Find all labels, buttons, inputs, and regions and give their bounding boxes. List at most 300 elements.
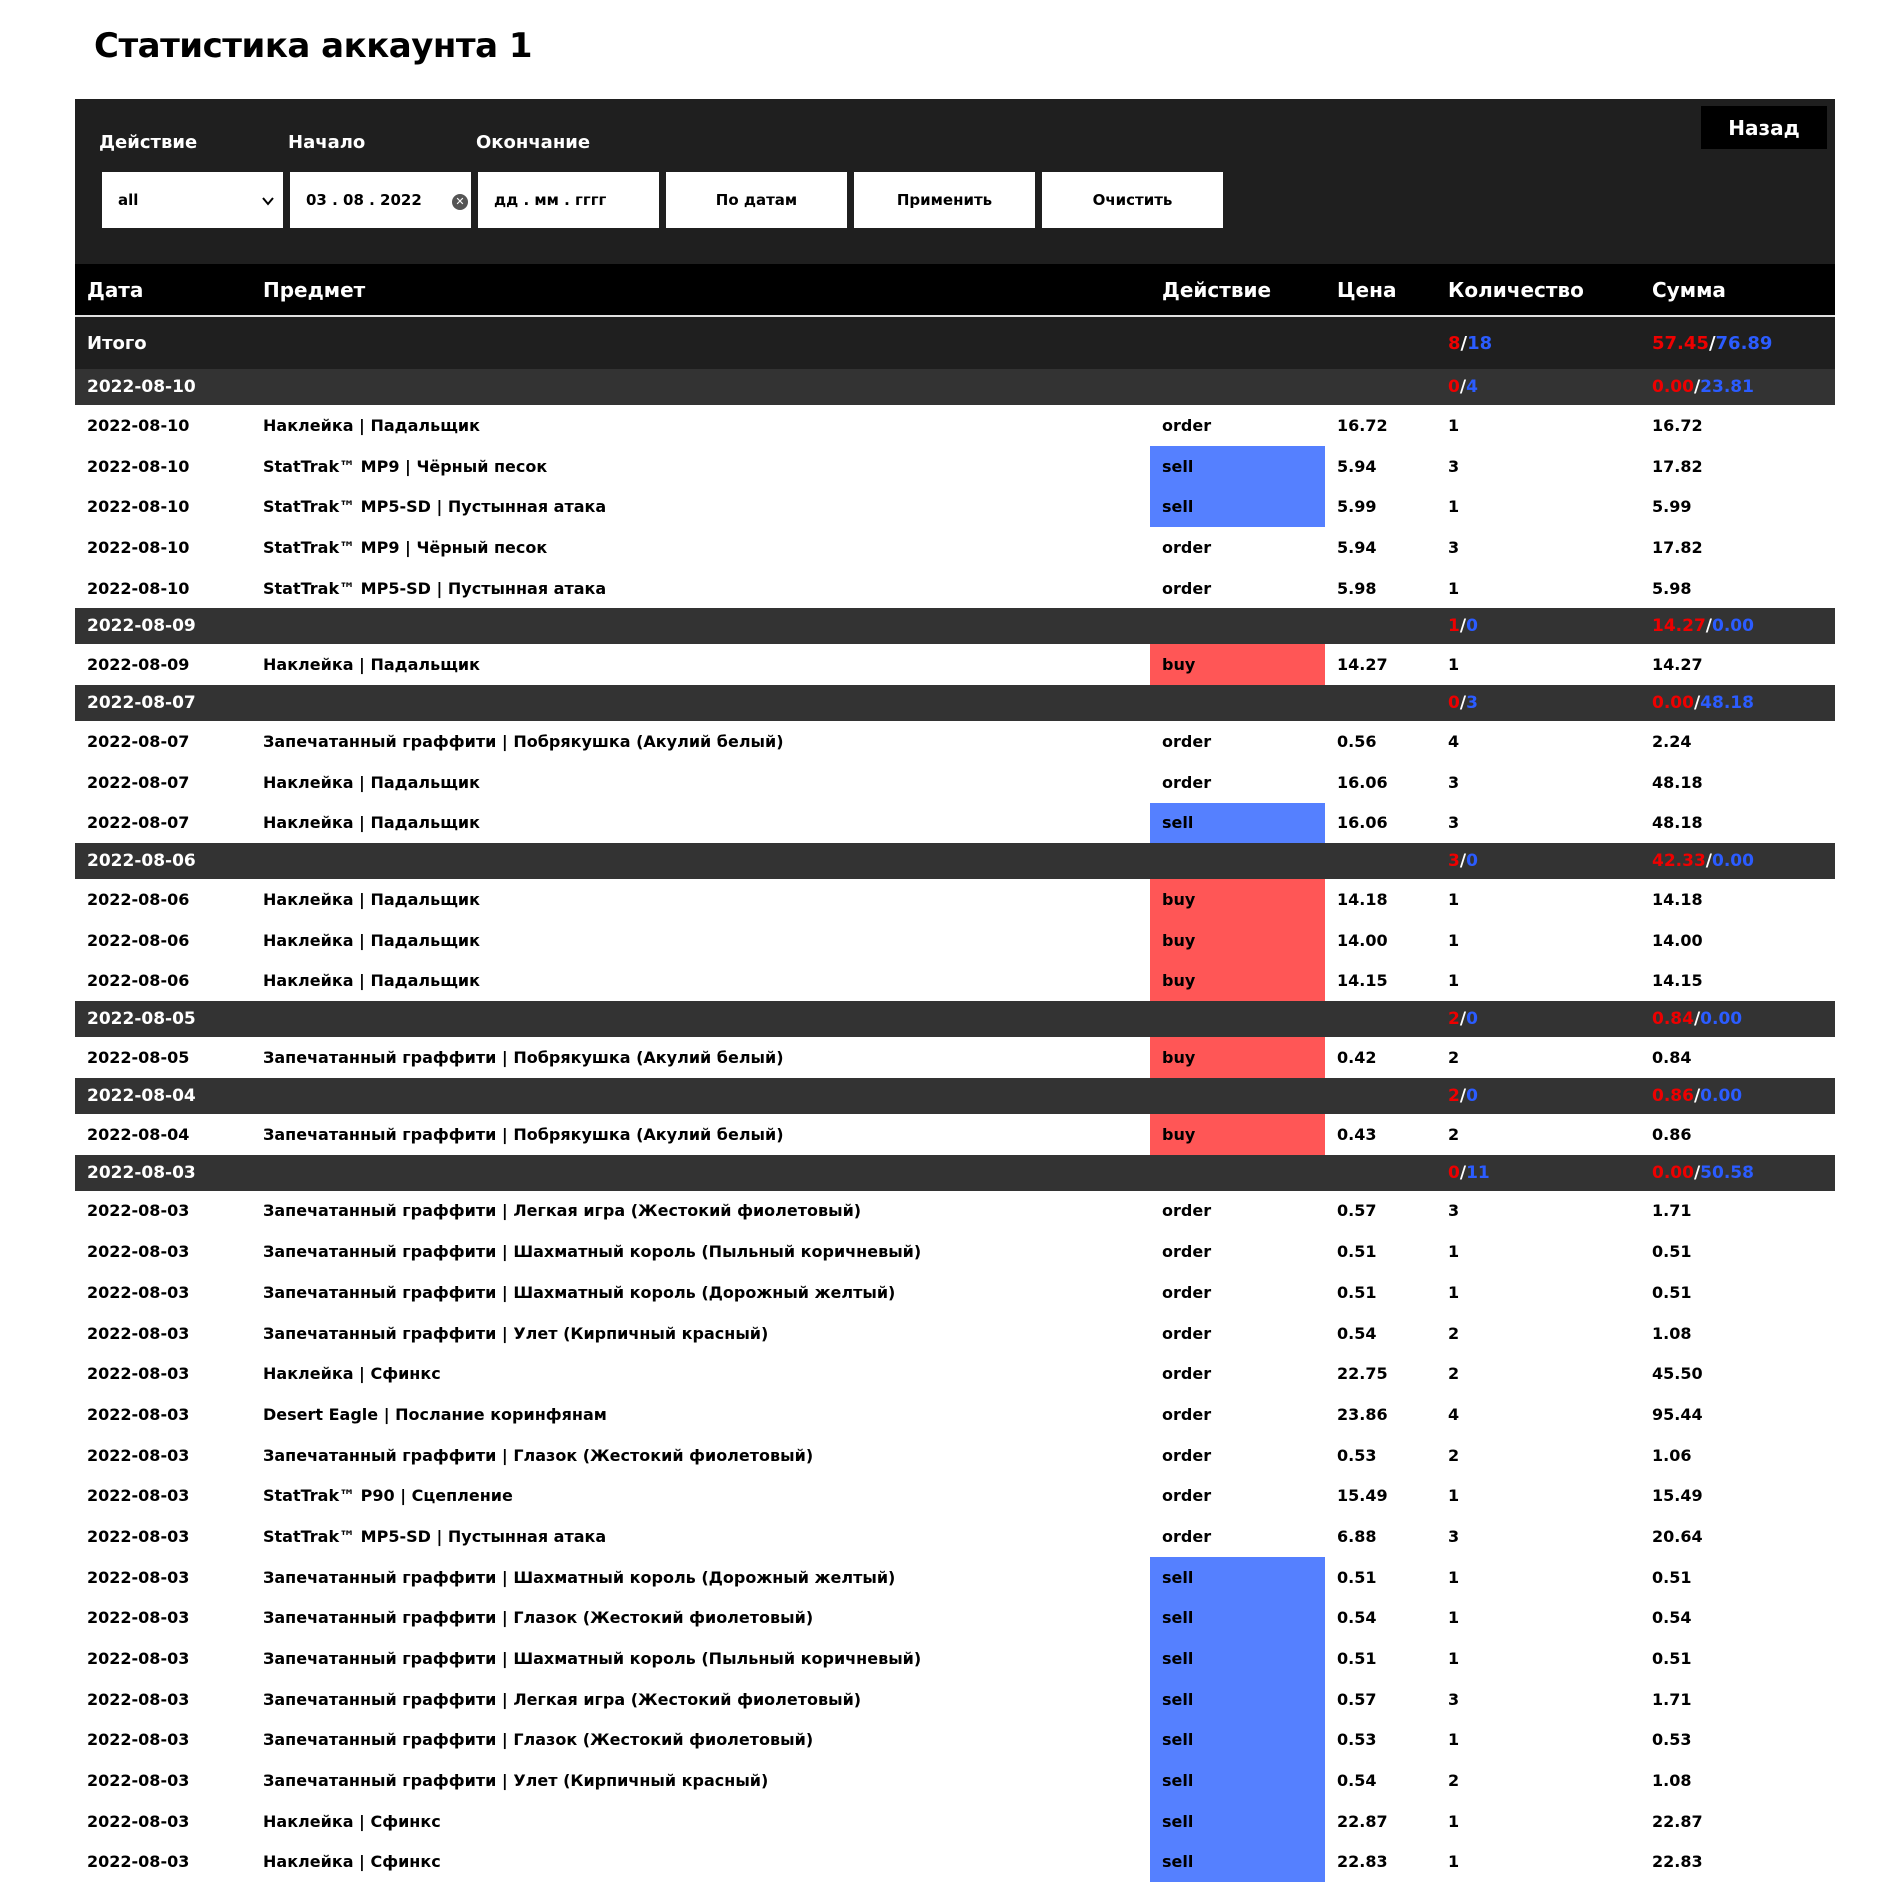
row-date: 2022-08-05 xyxy=(87,1048,190,1068)
row-quantity: 1 xyxy=(1448,497,1460,517)
group-sum-buy: 0.84 xyxy=(1652,1009,1694,1030)
table-row[interactable] xyxy=(75,1598,1835,1639)
row-action: sell xyxy=(1150,1638,1325,1679)
start-date-value: 03 . 08 . 2022 xyxy=(306,191,422,209)
group-sum-buy: 0.86 xyxy=(1652,1085,1694,1106)
row-date: 2022-08-03 xyxy=(87,1364,190,1384)
group-sum: 0.84 / 0.00 xyxy=(1652,1009,1743,1030)
row-item: StatTrak™ MP9 | Чёрный песок xyxy=(263,456,548,476)
table-row[interactable] xyxy=(75,721,1835,762)
row-quantity: 1 xyxy=(1448,1649,1460,1669)
row-date: 2022-08-06 xyxy=(87,890,190,910)
row-price: 16.72 xyxy=(1337,415,1388,435)
row-item: Запечатанный граффити | Легкая игра (Жестокий фиолетовый) xyxy=(263,1689,862,1709)
row-price: 22.83 xyxy=(1337,1852,1388,1872)
row-date: 2022-08-03 xyxy=(87,1486,190,1506)
group-sum-sell: 50.58 xyxy=(1700,1162,1754,1183)
group-qty-sell: 0 xyxy=(1466,616,1478,637)
row-quantity: 1 xyxy=(1448,1730,1460,1750)
group-sum: 42.33 / 0.00 xyxy=(1652,851,1754,872)
group-price-cell xyxy=(1325,1001,1436,1037)
row-quantity: 1 xyxy=(1448,655,1460,675)
header-date[interactable]: Дата xyxy=(87,277,144,302)
table-header xyxy=(75,264,1835,317)
group-qty-sell: 0 xyxy=(1466,851,1478,872)
row-date: 2022-08-06 xyxy=(87,971,190,991)
row-action: order xyxy=(1162,772,1212,792)
row-sum: 5.98 xyxy=(1652,578,1692,598)
row-item: Наклейка | Падальщик xyxy=(263,930,480,950)
row-sum: 0.84 xyxy=(1652,1048,1692,1068)
row-quantity: 1 xyxy=(1448,1852,1460,1872)
row-date: 2022-08-10 xyxy=(87,578,190,598)
row-item: Запечатанный граффити | Побрякушка (Акулий белый) xyxy=(263,1124,784,1144)
row-action: order xyxy=(1162,415,1212,435)
row-item: Запечатанный граффити | Шахматный король (Пыльный коричневый) xyxy=(263,1649,922,1669)
table-row[interactable] xyxy=(75,803,1835,844)
row-sum: 1.71 xyxy=(1652,1689,1692,1709)
row-date: 2022-08-03 xyxy=(87,1852,190,1872)
row-action: order xyxy=(1162,1323,1212,1343)
row-quantity: 1 xyxy=(1448,415,1460,435)
table-row[interactable] xyxy=(75,1720,1835,1761)
row-sum: 2.24 xyxy=(1652,731,1692,751)
row-action: sell xyxy=(1150,1760,1325,1801)
table-row[interactable] xyxy=(75,1394,1835,1435)
table-row[interactable] xyxy=(75,405,1835,446)
row-action: sell xyxy=(1150,1720,1325,1761)
row-date: 2022-08-03 xyxy=(87,1608,190,1628)
table-row[interactable] xyxy=(75,1760,1835,1801)
row-date: 2022-08-03 xyxy=(87,1649,190,1669)
group-sum-sell: 0.00 xyxy=(1700,1009,1743,1030)
group-date: 2022-08-07 xyxy=(87,693,196,714)
group-qty-buy: 0 xyxy=(1448,377,1460,397)
end-date-input[interactable] xyxy=(476,170,661,230)
table-row[interactable] xyxy=(75,1435,1835,1476)
row-sum: 0.51 xyxy=(1652,1242,1692,1262)
row-sum: 15.49 xyxy=(1652,1486,1703,1506)
group-date: 2022-08-05 xyxy=(87,1009,196,1030)
row-price: 15.49 xyxy=(1337,1486,1388,1506)
row-quantity: 4 xyxy=(1448,1404,1460,1424)
row-price: 16.06 xyxy=(1337,813,1388,833)
row-sum: 48.18 xyxy=(1652,772,1703,792)
apply-button[interactable]: Применить xyxy=(852,170,1037,230)
table-row[interactable] xyxy=(75,961,1835,1002)
group-price-cell xyxy=(1325,1155,1436,1191)
group-qty-sell: 0 xyxy=(1466,1085,1478,1106)
group-date: 2022-08-09 xyxy=(87,616,196,637)
row-quantity: 4 xyxy=(1448,731,1460,751)
row-date: 2022-08-03 xyxy=(87,1282,190,1302)
total-sum: 57.45 / 76.89 xyxy=(1652,332,1773,354)
total-sum-sell: 76.89 xyxy=(1715,332,1773,354)
table-row[interactable] xyxy=(75,644,1835,685)
row-sum: 14.18 xyxy=(1652,890,1703,910)
row-date: 2022-08-06 xyxy=(87,930,190,950)
action-filter-label: Действие xyxy=(99,132,198,153)
row-sum: 0.54 xyxy=(1652,1608,1692,1628)
header-price[interactable]: Цена xyxy=(1337,277,1397,302)
group-action-cell xyxy=(1150,369,1325,405)
table-row[interactable] xyxy=(75,1638,1835,1679)
date-group-row[interactable] xyxy=(75,1001,1835,1037)
row-date: 2022-08-03 xyxy=(87,1404,190,1424)
row-date: 2022-08-03 xyxy=(87,1567,190,1587)
row-action: sell xyxy=(1150,1801,1325,1842)
row-sum: 48.18 xyxy=(1652,813,1703,833)
row-price: 14.18 xyxy=(1337,890,1388,910)
row-action: buy xyxy=(1150,1114,1325,1155)
row-quantity: 1 xyxy=(1448,971,1460,991)
row-item: StatTrak™ P90 | Сцепление xyxy=(263,1486,513,1506)
row-sum: 1.08 xyxy=(1652,1771,1692,1791)
row-price: 22.87 xyxy=(1337,1811,1388,1831)
group-quantity: 3 / 0 xyxy=(1448,851,1478,872)
table-row[interactable] xyxy=(75,1679,1835,1720)
group-action-cell xyxy=(1150,608,1325,644)
row-date: 2022-08-03 xyxy=(87,1730,190,1750)
row-action: order xyxy=(1162,537,1212,557)
row-action: sell xyxy=(1150,803,1325,844)
row-item: Наклейка | Падальщик xyxy=(263,971,480,991)
row-quantity: 1 xyxy=(1448,1282,1460,1302)
row-quantity: 2 xyxy=(1448,1445,1460,1465)
row-quantity: 1 xyxy=(1448,890,1460,910)
row-sum: 22.87 xyxy=(1652,1811,1703,1831)
total-price-cell xyxy=(1325,317,1436,369)
group-sum: 0.00 / 23.81 xyxy=(1652,377,1754,397)
header-quantity[interactable]: Количество xyxy=(1448,277,1584,302)
group-qty-sell: 0 xyxy=(1466,1009,1478,1030)
row-action: order xyxy=(1162,1526,1212,1546)
row-date: 2022-08-03 xyxy=(87,1526,190,1546)
row-item: Запечатанный граффити | Шахматный король (Дорожный желтый) xyxy=(263,1567,896,1587)
header-sum[interactable]: Сумма xyxy=(1652,277,1726,302)
row-action: buy xyxy=(1150,1037,1325,1078)
row-quantity: 1 xyxy=(1448,1608,1460,1628)
group-date: 2022-08-04 xyxy=(87,1085,196,1106)
row-item: Запечатанный граффити | Глазок (Жестокий фиолетовый) xyxy=(263,1608,814,1628)
row-sum: 45.50 xyxy=(1652,1364,1703,1384)
row-quantity: 1 xyxy=(1448,1486,1460,1506)
row-action: order xyxy=(1162,1282,1212,1302)
action-select-value: all xyxy=(118,191,139,209)
row-sum: 20.64 xyxy=(1652,1526,1703,1546)
group-item-cell xyxy=(251,1155,1150,1191)
row-sum: 1.06 xyxy=(1652,1445,1692,1465)
table-row[interactable] xyxy=(75,1191,1835,1232)
group-date: 2022-08-10 xyxy=(87,377,196,397)
table-row[interactable] xyxy=(75,446,1835,487)
table-row[interactable] xyxy=(75,1272,1835,1313)
stats-table xyxy=(75,264,1835,1882)
row-price: 14.00 xyxy=(1337,930,1388,950)
row-date: 2022-08-03 xyxy=(87,1445,190,1465)
group-item-cell xyxy=(251,1078,1150,1114)
row-price: 0.51 xyxy=(1337,1282,1377,1302)
total-item-cell xyxy=(251,317,1150,369)
row-price: 5.99 xyxy=(1337,497,1377,517)
row-item: Наклейка | Падальщик xyxy=(263,772,480,792)
group-item-cell xyxy=(251,685,1150,721)
row-price: 0.54 xyxy=(1337,1608,1377,1628)
row-date: 2022-08-07 xyxy=(87,731,190,751)
row-sum: 0.53 xyxy=(1652,1730,1692,1750)
group-sum-buy: 0.00 xyxy=(1652,693,1694,714)
row-quantity: 3 xyxy=(1448,772,1460,792)
row-quantity: 3 xyxy=(1448,1201,1460,1221)
group-sum-sell: 0.00 xyxy=(1712,616,1754,637)
total-label: Итого xyxy=(87,332,147,354)
row-quantity: 3 xyxy=(1448,456,1460,476)
row-date: 2022-08-03 xyxy=(87,1242,190,1262)
row-quantity: 1 xyxy=(1448,1811,1460,1831)
group-item-cell xyxy=(251,843,1150,879)
row-action: sell xyxy=(1150,1679,1325,1720)
row-item: Наклейка | Падальщик xyxy=(263,655,480,675)
row-item: Запечатанный граффити | Улет (Кирпичный красный) xyxy=(263,1771,769,1791)
by-dates-button[interactable]: По датам xyxy=(664,170,849,230)
row-item: Запечатанный граффити | Шахматный король (Дорожный желтый) xyxy=(263,1282,896,1302)
row-item: Запечатанный граффити | Глазок (Жестокий фиолетовый) xyxy=(263,1730,814,1750)
clear-button[interactable]: Очистить xyxy=(1040,170,1225,230)
group-action-cell xyxy=(1150,1078,1325,1114)
group-qty-buy: 3 xyxy=(1448,851,1460,872)
group-date: 2022-08-03 xyxy=(87,1162,196,1183)
table-row[interactable] xyxy=(75,1557,1835,1598)
group-qty-buy: 0 xyxy=(1448,1162,1460,1183)
row-action: sell xyxy=(1150,486,1325,527)
group-qty-buy: 1 xyxy=(1448,616,1460,637)
table-row[interactable] xyxy=(75,1114,1835,1155)
row-quantity: 3 xyxy=(1448,813,1460,833)
table-row[interactable] xyxy=(75,1353,1835,1394)
group-quantity: 1 / 0 xyxy=(1448,616,1478,637)
row-sum: 5.99 xyxy=(1652,497,1692,517)
row-action: buy xyxy=(1150,961,1325,1002)
end-date-label: Окончание xyxy=(476,132,591,153)
row-date: 2022-08-03 xyxy=(87,1323,190,1343)
group-price-cell xyxy=(1325,1078,1436,1114)
group-quantity: 0 / 3 xyxy=(1448,693,1478,714)
row-item: Запечатанный граффити | Побрякушка (Акулий белый) xyxy=(263,1048,784,1068)
row-item: StatTrak™ MP9 | Чёрный песок xyxy=(263,537,548,557)
group-quantity: 2 / 0 xyxy=(1448,1009,1478,1030)
group-qty-buy: 0 xyxy=(1448,693,1460,714)
group-price-cell xyxy=(1325,608,1436,644)
date-group-row[interactable] xyxy=(75,1155,1835,1191)
table-row[interactable] xyxy=(75,568,1835,609)
row-action: order xyxy=(1162,1445,1212,1465)
group-sum-buy: 0.00 xyxy=(1652,377,1694,397)
group-sum: 0.86 / 0.00 xyxy=(1652,1085,1743,1106)
group-sum-buy: 0.00 xyxy=(1652,1162,1694,1183)
row-price: 0.57 xyxy=(1337,1201,1377,1221)
row-date: 2022-08-10 xyxy=(87,497,190,517)
row-quantity: 1 xyxy=(1448,1567,1460,1587)
row-item: Запечатанный граффити | Глазок (Жестокий фиолетовый) xyxy=(263,1445,814,1465)
date-group-row[interactable] xyxy=(75,1078,1835,1114)
date-group-row[interactable] xyxy=(75,843,1835,879)
row-date: 2022-08-03 xyxy=(87,1201,190,1221)
row-date: 2022-08-03 xyxy=(87,1689,190,1709)
row-quantity: 2 xyxy=(1448,1048,1460,1068)
table-row[interactable] xyxy=(75,762,1835,803)
group-sum: 0.00 / 48.18 xyxy=(1652,693,1754,714)
row-price: 0.54 xyxy=(1337,1323,1377,1343)
row-item: Запечатанный граффити | Шахматный король (Пыльный коричневый) xyxy=(263,1242,922,1262)
table-row[interactable] xyxy=(75,879,1835,920)
group-sum-buy: 42.33 xyxy=(1652,851,1706,872)
row-item: Наклейка | Сфинкс xyxy=(263,1364,441,1384)
back-button[interactable]: Назад xyxy=(1701,106,1827,149)
row-quantity: 3 xyxy=(1448,537,1460,557)
row-quantity: 3 xyxy=(1448,1526,1460,1546)
row-action: order xyxy=(1162,1364,1212,1384)
table-row[interactable] xyxy=(75,920,1835,961)
group-sum-sell: 0.00 xyxy=(1700,1085,1743,1106)
clear-date-icon[interactable]: ✕ xyxy=(452,194,468,210)
row-quantity: 2 xyxy=(1448,1323,1460,1343)
row-item: Наклейка | Падальщик xyxy=(263,415,480,435)
group-price-cell xyxy=(1325,843,1436,879)
group-sum: 14.27 / 0.00 xyxy=(1652,616,1754,637)
table-row[interactable] xyxy=(75,486,1835,527)
total-qty-buy: 8 xyxy=(1448,332,1461,354)
row-action: buy xyxy=(1150,644,1325,685)
row-item: Наклейка | Падальщик xyxy=(263,890,480,910)
table-row[interactable] xyxy=(75,1516,1835,1557)
row-action: order xyxy=(1162,578,1212,598)
table-row[interactable] xyxy=(75,527,1835,568)
table-row[interactable] xyxy=(75,1313,1835,1354)
row-sum: 22.83 xyxy=(1652,1852,1703,1872)
total-quantity: 8 / 18 xyxy=(1448,332,1493,354)
row-action: sell xyxy=(1150,1557,1325,1598)
row-sum: 14.27 xyxy=(1652,655,1703,675)
row-date: 2022-08-10 xyxy=(87,456,190,476)
group-sum: 0.00 / 50.58 xyxy=(1652,1162,1754,1183)
row-price: 23.86 xyxy=(1337,1404,1388,1424)
group-sum-buy: 14.27 xyxy=(1652,616,1706,637)
row-item: Наклейка | Падальщик xyxy=(263,813,480,833)
row-item: Запечатанный граффити | Легкая игра (Жестокий фиолетовый) xyxy=(263,1201,862,1221)
row-action: order xyxy=(1162,1242,1212,1262)
row-action: order xyxy=(1162,1404,1212,1424)
total-row xyxy=(75,317,1835,369)
row-price: 22.75 xyxy=(1337,1364,1388,1384)
table-row[interactable] xyxy=(75,1801,1835,1842)
row-action: order xyxy=(1162,1486,1212,1506)
row-item: StatTrak™ MP5-SD | Пустынная атака xyxy=(263,1526,607,1546)
start-date-label: Начало xyxy=(288,132,366,153)
group-price-cell xyxy=(1325,685,1436,721)
row-quantity: 2 xyxy=(1448,1124,1460,1144)
row-date: 2022-08-09 xyxy=(87,655,190,675)
row-quantity: 2 xyxy=(1448,1771,1460,1791)
group-price-cell xyxy=(1325,369,1436,405)
header-item[interactable]: Предмет xyxy=(263,277,366,302)
header-action[interactable]: Действие xyxy=(1162,277,1272,302)
group-sum-sell: 23.81 xyxy=(1700,377,1754,397)
group-action-cell xyxy=(1150,685,1325,721)
row-action: sell xyxy=(1150,1598,1325,1639)
table-row[interactable] xyxy=(75,1475,1835,1516)
date-group-row[interactable] xyxy=(75,608,1835,644)
table-row[interactable] xyxy=(75,1842,1835,1883)
row-price: 0.53 xyxy=(1337,1730,1377,1750)
row-quantity: 1 xyxy=(1448,1242,1460,1262)
row-price: 5.98 xyxy=(1337,578,1377,598)
row-price: 6.88 xyxy=(1337,1526,1377,1546)
filter-panel xyxy=(75,99,1835,264)
row-item: Запечатанный граффити | Улет (Кирпичный красный) xyxy=(263,1323,769,1343)
row-price: 0.57 xyxy=(1337,1689,1377,1709)
row-action: sell xyxy=(1150,446,1325,487)
row-price: 0.54 xyxy=(1337,1771,1377,1791)
row-item: Наклейка | Сфинкс xyxy=(263,1852,441,1872)
row-item: Наклейка | Сфинкс xyxy=(263,1811,441,1831)
row-quantity: 1 xyxy=(1448,578,1460,598)
row-date: 2022-08-03 xyxy=(87,1811,190,1831)
row-date: 2022-08-10 xyxy=(87,537,190,557)
group-qty-buy: 2 xyxy=(1448,1009,1460,1030)
row-item: StatTrak™ MP5-SD | Пустынная атака xyxy=(263,497,607,517)
group-item-cell xyxy=(251,1001,1150,1037)
row-date: 2022-08-07 xyxy=(87,772,190,792)
group-qty-sell: 4 xyxy=(1466,377,1478,397)
group-qty-sell: 11 xyxy=(1466,1162,1490,1183)
row-price: 16.06 xyxy=(1337,772,1388,792)
row-quantity: 1 xyxy=(1448,930,1460,950)
date-group-row[interactable] xyxy=(75,369,1835,405)
row-price: 0.53 xyxy=(1337,1445,1377,1465)
row-quantity: 2 xyxy=(1448,1364,1460,1384)
group-item-cell xyxy=(251,608,1150,644)
row-date: 2022-08-04 xyxy=(87,1124,190,1144)
table-row[interactable] xyxy=(75,1037,1835,1078)
row-date: 2022-08-03 xyxy=(87,1771,190,1791)
row-price: 5.94 xyxy=(1337,537,1377,557)
group-quantity: 2 / 0 xyxy=(1448,1085,1478,1106)
row-item: Запечатанный граффити | Побрякушка (Акулий белый) xyxy=(263,731,784,751)
end-date-placeholder: дд . мм . гггг xyxy=(494,191,607,209)
row-price: 0.51 xyxy=(1337,1567,1377,1587)
row-sum: 1.08 xyxy=(1652,1323,1692,1343)
row-price: 0.42 xyxy=(1337,1048,1377,1068)
group-item-cell xyxy=(251,369,1150,405)
row-date: 2022-08-10 xyxy=(87,415,190,435)
table-row[interactable] xyxy=(75,1231,1835,1272)
row-price: 14.27 xyxy=(1337,655,1388,675)
group-action-cell xyxy=(1150,843,1325,879)
row-action: buy xyxy=(1150,879,1325,920)
action-select[interactable] xyxy=(100,170,285,230)
row-sum: 0.51 xyxy=(1652,1649,1692,1669)
row-price: 0.51 xyxy=(1337,1649,1377,1669)
group-sum-sell: 0.00 xyxy=(1712,851,1754,872)
row-date: 2022-08-07 xyxy=(87,813,190,833)
row-sum: 17.82 xyxy=(1652,537,1703,557)
group-qty-buy: 2 xyxy=(1448,1085,1460,1106)
row-action: buy xyxy=(1150,920,1325,961)
table-body xyxy=(75,369,1835,1882)
date-group-row[interactable] xyxy=(75,685,1835,721)
row-sum: 17.82 xyxy=(1652,456,1703,476)
start-date-input[interactable] xyxy=(288,170,473,230)
